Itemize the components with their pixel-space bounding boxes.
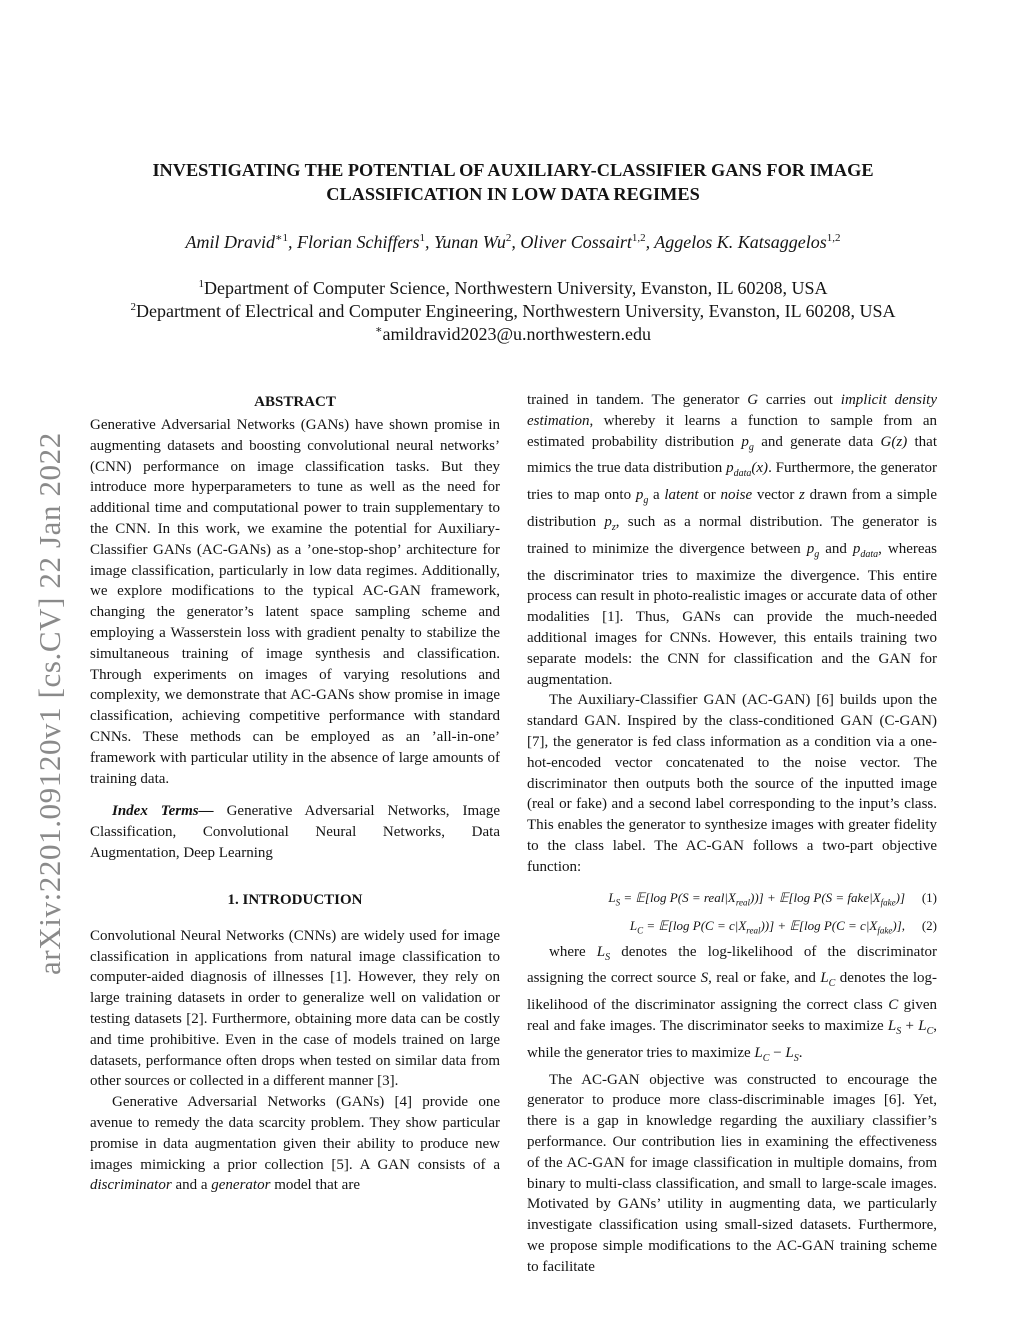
equations [527, 886, 937, 938]
equation-2-number: (2) [921, 917, 937, 933]
emphasis-text: latent [664, 487, 699, 504]
math-symbol: p [604, 513, 612, 530]
author-affiliation-mark: 2 [505, 232, 512, 244]
math-symbol: p [852, 540, 861, 557]
math-subscript: data [733, 468, 752, 480]
math-symbol: L [820, 970, 829, 987]
author-name: Amil Dravid [185, 232, 275, 252]
contact-email-line [70, 323, 956, 346]
math-subscript: g [814, 548, 820, 560]
intro-text: and a [171, 1177, 212, 1194]
left-column [90, 390, 500, 1196]
right-column [527, 390, 937, 1277]
author-affiliation-mark: ∗1 [274, 232, 288, 244]
contact-email: amildravid2023@u.northwestern.edu [382, 324, 651, 344]
affiliation-mark: 1 [198, 278, 204, 290]
author-affiliation-mark: 1,2 [631, 232, 646, 244]
equation-subscript: fake [880, 897, 896, 908]
equation-subscript: C [637, 925, 644, 936]
math-subscript: C [926, 1025, 934, 1037]
equation-2 [527, 914, 937, 938]
author-name: Aggelos K. Katsaggelos [654, 232, 827, 252]
affiliations [70, 277, 956, 346]
math-symbol: L [785, 1044, 794, 1061]
math-symbol: p [806, 540, 815, 557]
objective-explanation-paragraph: where $L_S$ denotes the log-likelihood of the discriminator assigning the correct source S, real or fake, and $L_C$ denotes the log-likelihood of the discriminator assigning the correct class C given real and fake images. The discriminator seeks to maximize $L_S + L_C$, while the generator tries to maximize $L_C - L_S$. [527, 943, 938, 1064]
math-subscript: g [748, 441, 754, 453]
equation-subscript: real [735, 897, 750, 908]
author-name: Florian Schiffers [296, 232, 420, 252]
author-name: Yunan Wu [433, 232, 506, 252]
author-name: Oliver Cossairt [520, 232, 632, 252]
math-symbol: G [747, 392, 759, 408]
title-line-2: CLASSIFICATION IN LOW DATA REGIMES [326, 184, 700, 204]
abstract-heading: ABSTRACT [254, 394, 336, 410]
affiliation-line [70, 277, 956, 300]
math-subscript: C [762, 1052, 770, 1064]
math-symbol: S [700, 970, 709, 987]
equation-subscript: real [746, 925, 761, 936]
author-list: Amil Dravid$^{∗1}$, Florian Schiffers$^1$, Yunan Wu$^2$, Oliver Cossairt$^{1,2}$, Aggelos K. Katsaggelos$^{1,2}$ [185, 232, 841, 252]
equation-1 [527, 886, 937, 910]
math-symbol: C [888, 997, 899, 1014]
math-subscript: data [860, 548, 879, 560]
introduction-heading: 1. INTRODUCTION [227, 891, 363, 908]
author-affiliation-mark: 1 [419, 232, 425, 244]
emphasis-text: noise [720, 487, 753, 504]
contribution-paragraph: The AC-GAN objective was constructed to encourage the generator to produce more class-discriminable images [6]. Yet, there is a gap in knowledge regarding the auxiliary classifier’s performance. Our contribution lies in examining the effectiveness of the AC-GAN for image classification in multiple domains, from binary to multi-class classification, and small to large-scale images. Motivated by GANs’ utility in augmenting data, we particularly investigate classification using small-sized datasets. Furthermore, we propose simple modifications to the AC-GAN training scheme to facilitate [527, 1071, 937, 1275]
math-symbol: z [799, 487, 805, 504]
affiliation-mark: ∗ [375, 324, 383, 336]
equation-2-formula: $L_C$ = 𝔼[log $P(C = c|X_{real})$)] + 𝔼[log $P(C = c|X_{fake})$], [629, 917, 905, 936]
intro-paragraph-2 [90, 1092, 500, 1196]
math-symbol: L [596, 943, 606, 960]
gan-description-paragraph: trained in tandem. The generator G carries out implicit density estimation, whereby it learns a function to sample from an estimated probability distribution $p_g$ and generate data G(z) that mimics the true data distribution $p_{data}(x)$. Furthermore, the generator tries to map onto $p_g$ a latent or noise vector z drawn from a simple distribution $p_z$, such as a normal distribution. The generator is trained to minimize the divergence between $p_g$ and $p_{data}$, whereas the discriminator tries to maximize the divergence. This entire process can result in photo-realistic images or accurate data of other modalities [1]. Thus, GANs can provide the much-needed additional images for CNNs. However, this entails training two separate models: the CNN for classification and the GAN for augmentation. [527, 392, 937, 688]
math-subscript: C [828, 978, 836, 990]
equation-subscript: S [615, 897, 621, 908]
math-subscript: S [793, 1052, 799, 1064]
math-symbol: p [741, 433, 749, 450]
title-line-1: INVESTIGATING THE POTENTIAL OF AUXILIARY-CLASSIFIER GANS FOR IMAGE [152, 160, 874, 180]
index-terms-label: Index Terms— [112, 803, 214, 820]
intro-emphasis: discriminator [90, 1177, 172, 1194]
math-symbol: p [635, 487, 644, 504]
math-symbol: L [754, 1044, 763, 1061]
equation-1-formula: $L_S$ = 𝔼[log $P(S = real|X_{real})$)] + 𝔼[log $P(S = fake|X_{fake})$] [608, 889, 905, 908]
intro-text: model that are [270, 1177, 360, 1194]
math-subscript: S [605, 951, 611, 963]
math-symbol: (x) [751, 460, 769, 477]
affiliation-text: Department of Electrical and Computer Engineering, Northwestern University, Evanston, IL 60208, USA [136, 301, 896, 321]
math-symbol: p [726, 460, 734, 477]
abstract-text: Generative Adversarial Networks (GANs) have shown promise in augmenting datasets and boosting convolutional neural networks’ (CNN) performance on image classification tasks. But they introduce more hyperparameters to tune as well as the need for additional time and computational power to train supplementary to the CNN. In this work, we examine the potential for Auxiliary-Classifier GANs (AC-GANs) as a ’one-stop-shop’ architecture for image classification, particularly in low data regimes. Additionally, we explore modifications to the typical AC-GAN framework, changing the generator’s latent space sampling scheme and employing a Wasserstein loss with gradient penalty to stabilize the simultaneous training of image synthesis and classification. Through experiments on images of varying resolutions and complexity, we demonstrate that AC-GANs show promise in image classification, achieving competitive performance with standard CNNs. These methods can be employed as an ’all-in-one’ framework with particular utility in the absence of large amounts of training data. [90, 417, 500, 787]
math-symbol: L [918, 1017, 927, 1034]
index-terms-text: Generative Adversarial Networks, Image Classification, Convolutional Neural Networks, Data Augmentation, Deep Learning [90, 803, 500, 861]
equation-1-number: (1) [921, 889, 937, 905]
paper-title [90, 158, 936, 206]
author-affiliation-mark: 1,2 [826, 232, 841, 244]
affiliation-line [70, 300, 956, 323]
affiliation-text: Department of Computer Science, Northwestern University, Evanston, IL 60208, USA [203, 278, 828, 298]
math-subscript: g [643, 495, 649, 507]
intro-paragraph-1: Convolutional Neural Networks (CNNs) are widely used for image classification in applications from natural image classification to computer-aided diagnosis of illnesses [1]. However, they rely on large training datasets in order to generalize well on validation or testing datasets [2]. Furthermore, obtaining more data can be costly and time prohibitive. Even in the case of models trained on large datasets, performance often drops when tested on similar data from other sources or collected in a different manner [3]. [90, 927, 500, 1090]
intro-text: Generative Adversarial Networks (GANs) [4] provide one avenue to remedy the data scarcity problem. They show particular promise in data augmentation given their ability to produce new images mimicking a prior collection [5]. A GAN consists of a [90, 1094, 500, 1173]
math-subscript: S [896, 1025, 902, 1037]
equation-subscript: fake [877, 925, 893, 936]
intro-emphasis: generator [211, 1177, 271, 1194]
arxiv-identifier-stamp: arXiv:2201.09120v1 [cs.CV] 22 Jan 2022 [32, 432, 67, 975]
emphasis-text: implicit density estimation [527, 392, 937, 429]
math-subscript: z [611, 521, 616, 533]
math-symbol: L [887, 1017, 897, 1034]
math-symbol: G(z) [880, 433, 908, 450]
index-terms [90, 801, 500, 863]
acgan-paragraph: The Auxiliary-Classifier GAN (AC-GAN) [6] builds upon the standard GAN. Inspired by the class-conditioned GAN (C-GAN) [7], the generator is fed class information as a condition via a one-hot-encoded vector concatenated to the noise vector. The discriminator then outputs both the source of the inputted image (real or fake) and a second label corresponding to the input’s class. This enables the generator to synthesize images with greater fidelity to the class label. The AC-GAN follows a two-part objective function: [527, 692, 937, 875]
affiliation-mark: 2 [130, 301, 136, 313]
